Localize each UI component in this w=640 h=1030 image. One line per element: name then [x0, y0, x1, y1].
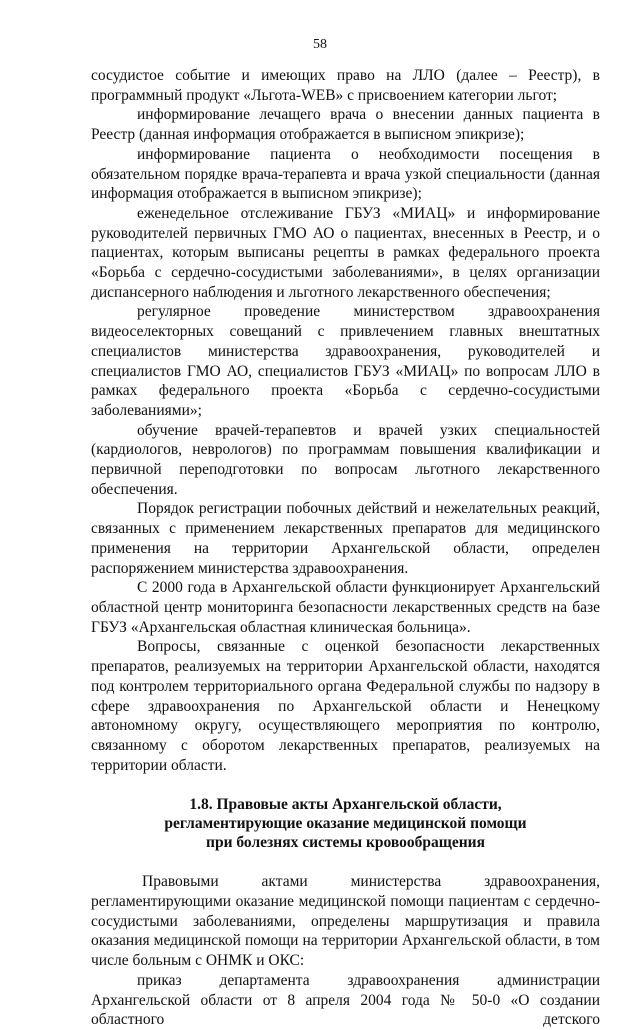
section-heading	[91, 795, 600, 852]
section-heading-line: регламентирующие оказание медицинской помощи	[164, 815, 527, 833]
paragraph: обучение врачей-терапевтов и врачей узких специальностей (кардиологов, неврологов) по программам повышения квалификации и первичной переподготовки по вопросам льготного лекарственного обеспечения.	[91, 421, 600, 498]
document-body	[91, 66, 600, 1030]
paragraph: Правовыми актами министерства здравоохранения, регламентирующими оказание медицинской помощи пациентам с сердечно-сосудистыми заболеваниями, определены маршрутизация и правила оказания медицинской помощи на территории Архангельской области, в том числе больным с ОНМК и ОКС:	[91, 873, 600, 970]
paragraph: еженедельное отслеживание ГБУЗ «МИАЦ» и информирование руководителей первичных ГМО АО о пациентах, внесенных в Реестр, и о пациентах, которым выписаны рецепты в рамках федерального проекта «Борьба с сердечно-сосудистыми заболеваниями», в целях организации диспансерного наблюдения и льготного лекарственного обеспечения;	[91, 204, 600, 301]
paragraph: Порядок регистрации побочных действий и нежелательных реакций, связанных с применением лекарственных препаратов для медицинского применения на территории Архангельской области, определен распоряжением министерства здравоохранения.	[91, 500, 600, 577]
section-heading-line: при болезнях системы кровообращения	[206, 834, 485, 852]
paragraph: регулярное проведение министерством здравоохранения видеоселекторных совещаний с привлечением главных внештатных специалистов министерства здравоохранения, руководителей и специалистов ГМО АО, специалистов ГБУЗ «МИАЦ» по вопросам ЛЛО в рамках федерального проекта «Борьба с сердечно-сосудистыми заболеваниями»;	[91, 303, 600, 419]
paragraph: сосудистое событие и имеющих право на ЛЛО (далее – Реестр), в программный продукт «Льгота-WEB» с присвоением категории льгот;	[91, 67, 600, 104]
paragraph: С 2000 года в Архангельской области функционирует Архангельский областной центр мониторинга безопасности лекарственных средств на базе ГБУЗ «Архангельская областная клиническая больница».	[91, 579, 600, 636]
section-heading-line: 1.8. Правовые акты Архангельской области,	[189, 796, 502, 814]
paragraph: Вопросы, связанные с оценкой безопасности лекарственных препаратов, реализуемых на территории Архангельской области, находятся под контролем территориального органа Федеральной службы по надзору в сфере здравоохранения по Архангельской области и Ненецкому автономному округу, осуществляющего мероприятия по контролю, связанному с оборотом лекарственных препаратов, реализуемых на территории области.	[91, 638, 600, 774]
paragraph: информирование пациента о необходимости посещения в обязательном порядке врача-терапевта и врача узкой специальности (данная информация отображается в выписном эпикризе);	[91, 145, 600, 203]
paragraph: информирование лечащего врача о внесении данных пациента в Реестр (данная информация отображается в выписном эпикризе);	[91, 106, 600, 144]
paragraph: приказ департамента здравоохранения администрации Архангельской области от 8 апреля 2004 года № 50-0 «О создании областного детского	[91, 971, 600, 1029]
page-number: 58	[313, 37, 327, 52]
